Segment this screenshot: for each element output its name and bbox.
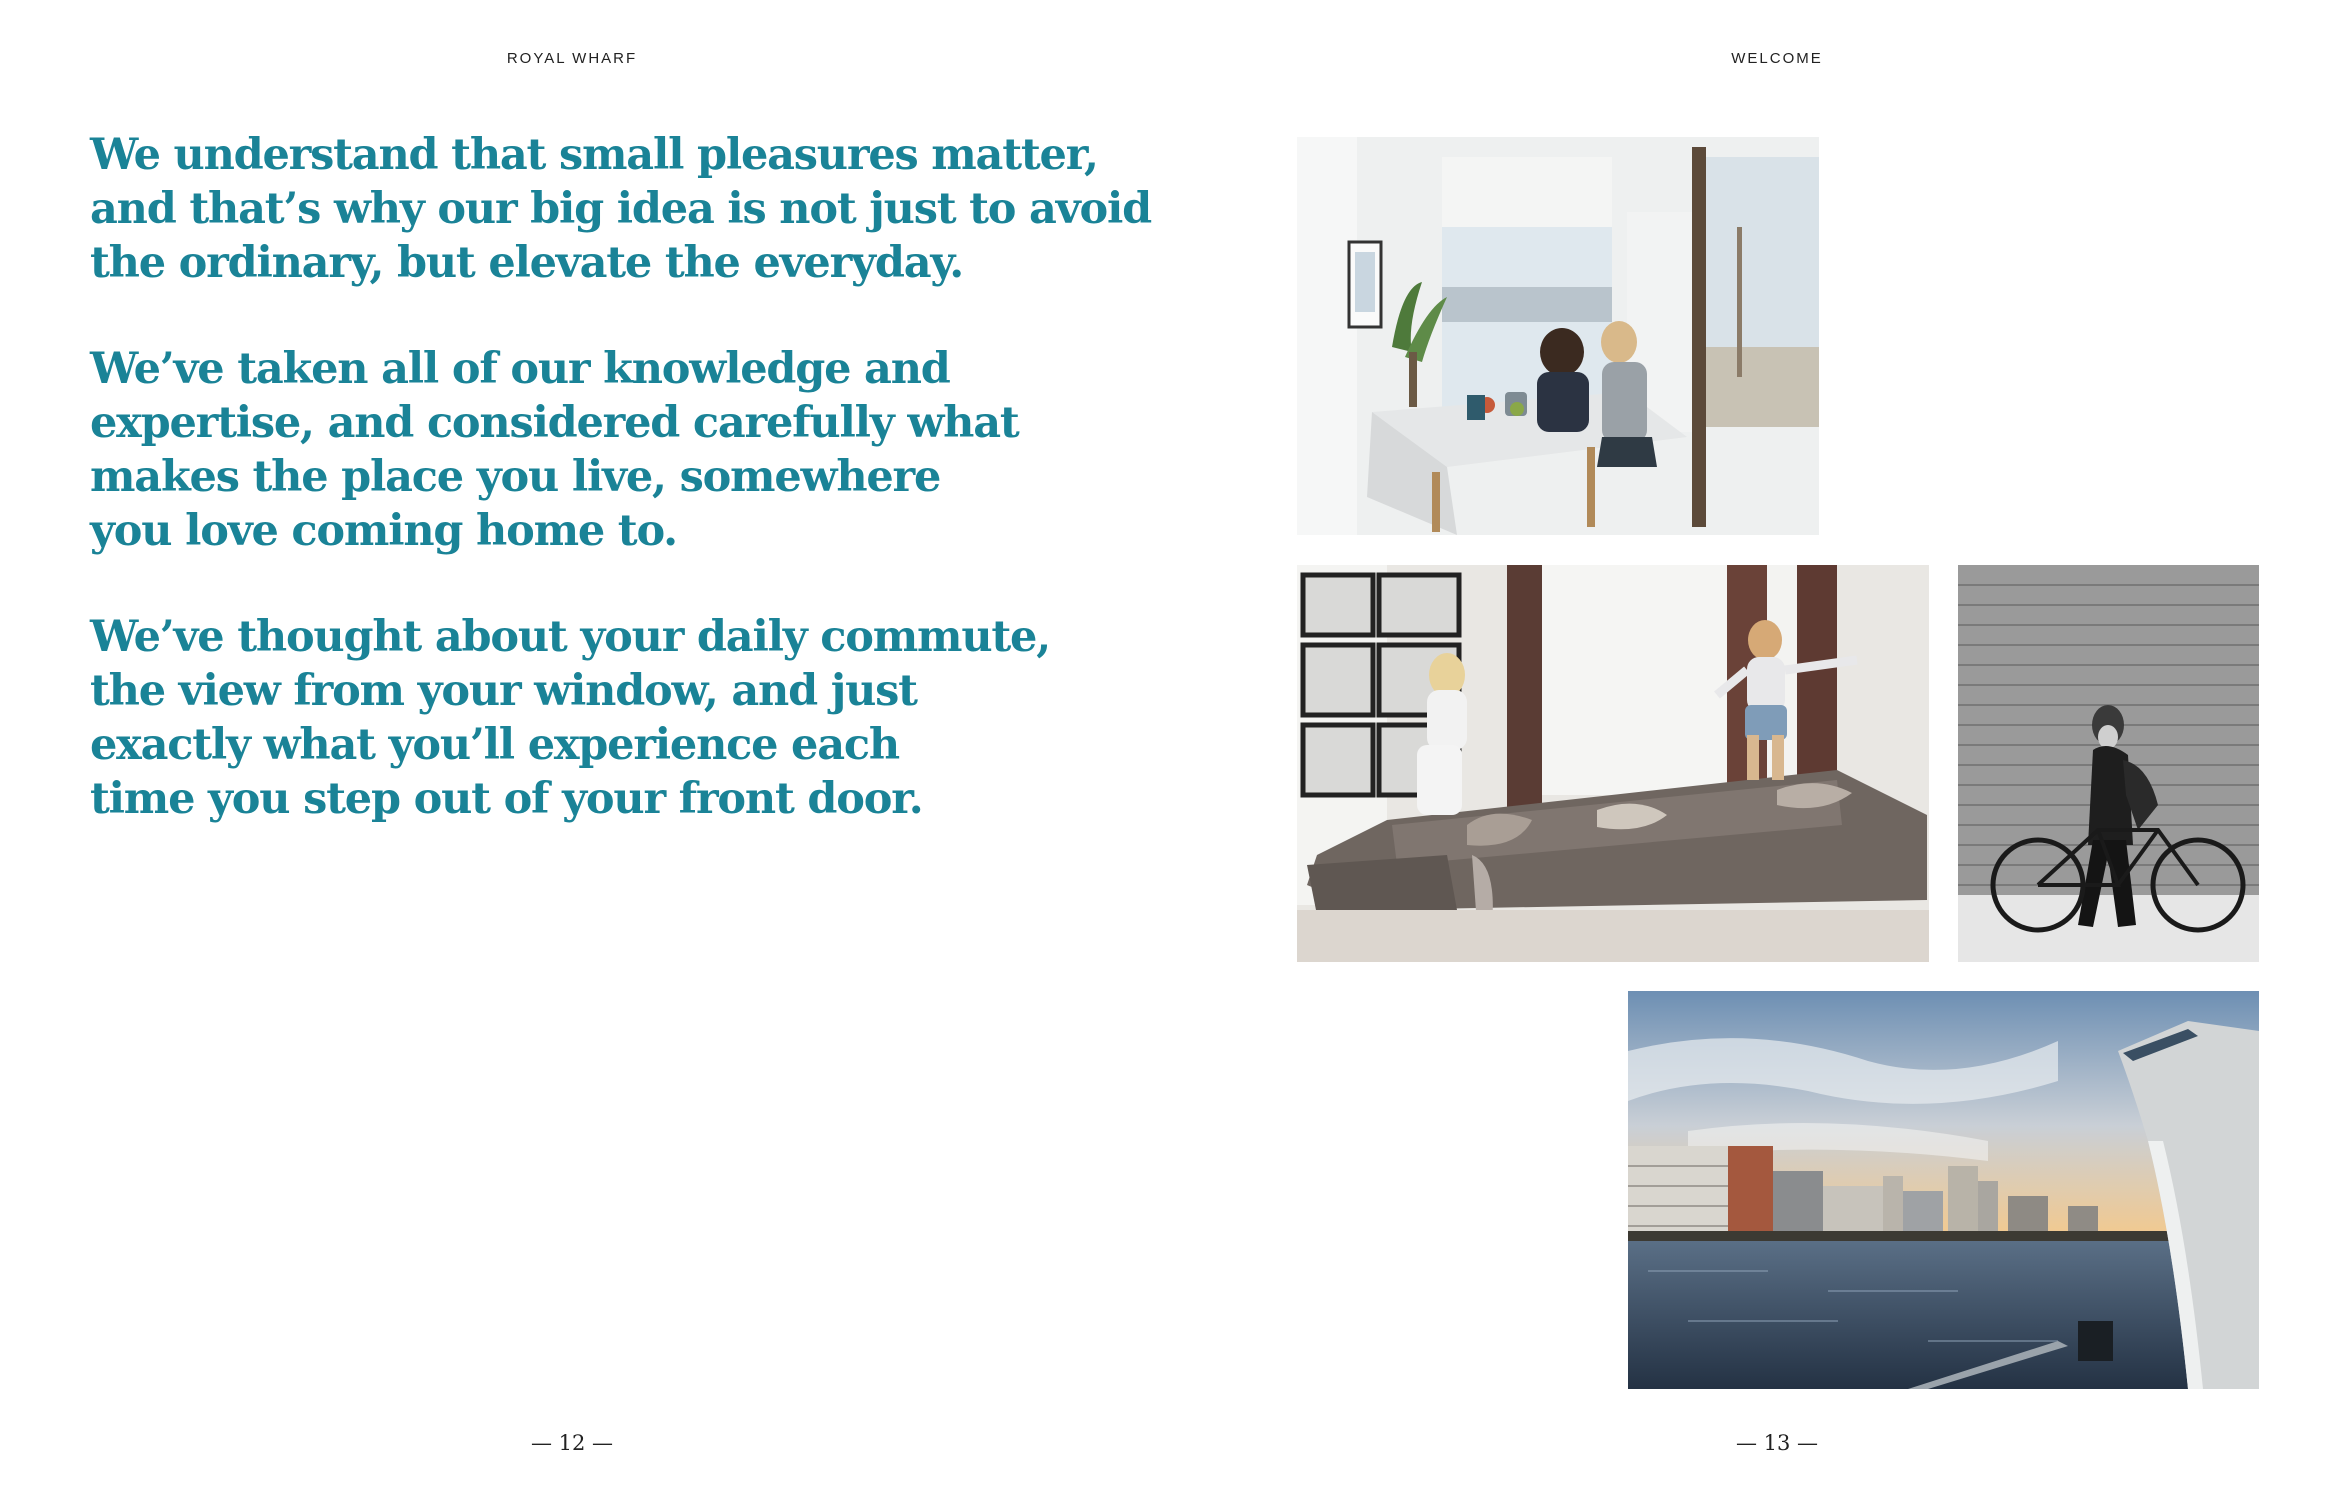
text-line: We’ve taken all of our knowledge and (90, 344, 950, 394)
running-head-left: ROYAL WHARF (506, 50, 638, 67)
text-line: you love coming home to. (90, 506, 677, 556)
text-line: the view from your window, and just (90, 666, 917, 716)
page-number-right: — 13 — (1735, 1431, 1819, 1455)
photo-kids-living-room (1297, 565, 1929, 962)
text-line: the ordinary, but elevate the everyday. (90, 238, 963, 288)
photo-couple-dining (1297, 137, 1819, 535)
text-line: time you step out of your front door. (90, 774, 923, 824)
intro-text (90, 128, 1151, 878)
text-line: We understand that small pleasures matter, (90, 130, 1098, 180)
text-line: We’ve thought about your daily commute, (90, 612, 1050, 662)
intro-paragraph-3 (90, 610, 1090, 826)
text-line: expertise, and considered carefully what (90, 398, 1019, 448)
intro-paragraph-2 (90, 342, 1090, 558)
running-head-right: WELCOME (1731, 50, 1823, 67)
text-line: and that’s why our big idea is not just to avoid (90, 184, 1151, 234)
page-number-left: — 12 — (530, 1431, 614, 1455)
text-line: makes the place you live, somewhere (90, 452, 941, 502)
intro-paragraph-1 (90, 128, 1151, 290)
text-line: exactly what you’ll experience each (90, 720, 899, 770)
photo-woman-with-bicycle (1958, 565, 2259, 962)
photo-riverside-skyline (1628, 991, 2259, 1389)
